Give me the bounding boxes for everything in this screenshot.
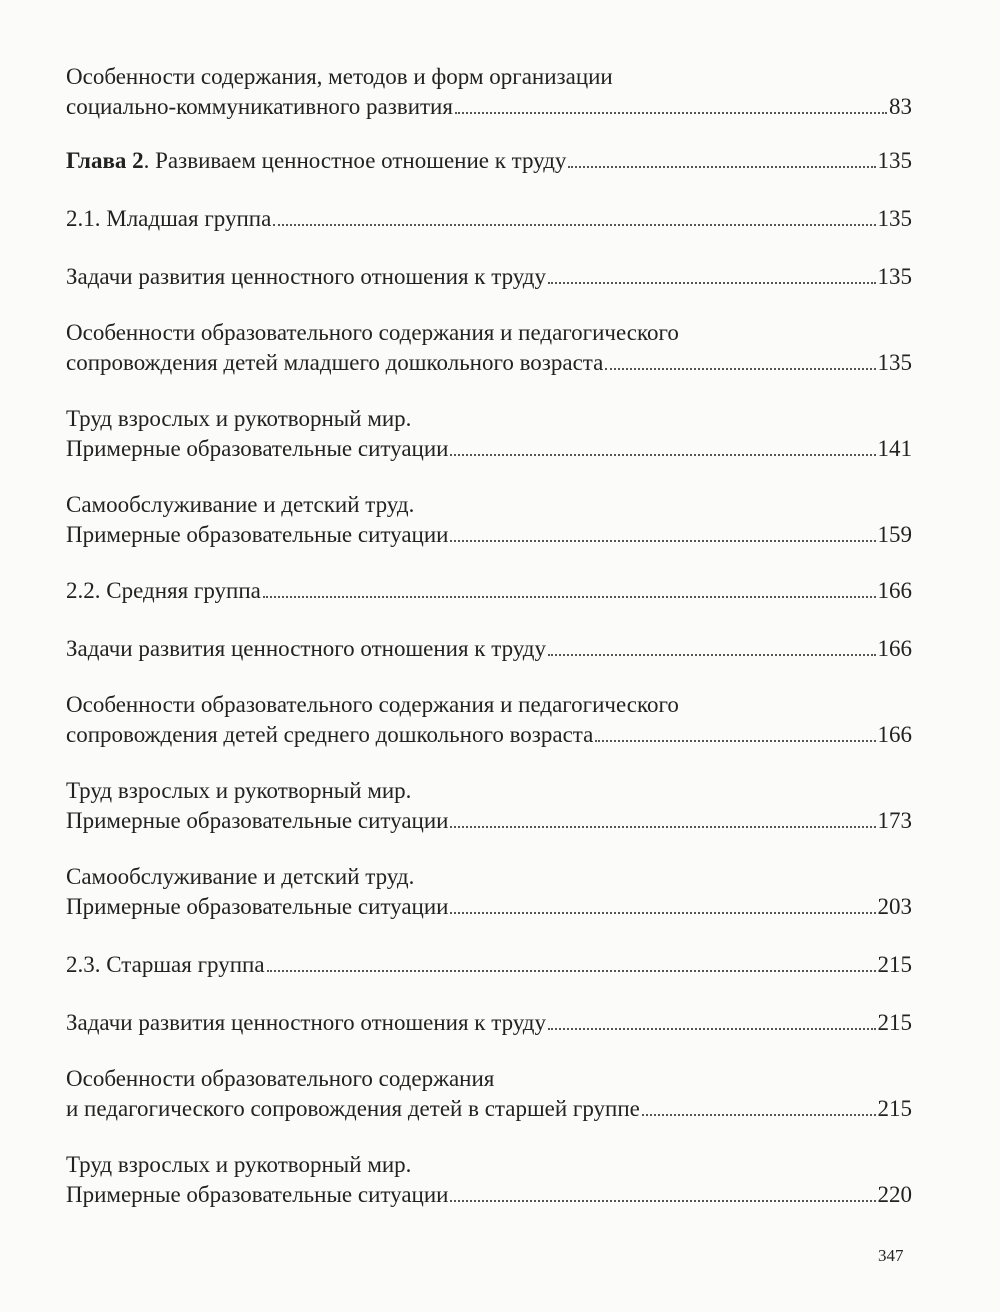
toc-entry-title-line: Труд взрослых и рукотворный мир. [66,406,412,431]
dot-leader [267,970,876,972]
dot-leader [263,596,876,598]
dot-leader [450,540,875,542]
dot-leader [273,224,875,226]
toc-entry [66,690,912,750]
dot-leader [595,740,875,742]
toc-entry-title-line: Особенности содержания, методов и форм организации [66,64,613,89]
toc-entry-title: Примерные образовательные ситуации [66,522,449,547]
toc-entry-title: 2.1. Младшая группа [66,206,272,231]
toc-entry [66,404,912,464]
toc-entry [66,1150,912,1210]
toc-entry-title: сопровождения детей младшего дошкольного возраста [66,350,604,375]
dot-leader [568,166,875,168]
toc-entry-title: Примерные образовательные ситуации [66,1182,449,1207]
toc-entry [66,1008,912,1038]
toc-page-number: 215 [877,1096,912,1121]
toc-entry-title-line: Труд взрослых и рукотворный мир. [66,778,412,803]
toc-entry-title-line: Особенности образовательного содержания и педагогического [66,320,679,345]
toc-entry [66,776,912,836]
toc-entry-title-line: Особенности образовательного содержания [66,1066,495,1091]
toc-page-number: 135 [877,350,912,375]
dot-leader [548,1028,875,1030]
toc-entry [66,862,912,922]
toc-entry-chapter [66,146,912,176]
toc-page-number: 141 [877,436,912,461]
toc-page-number: 135 [877,264,912,289]
dot-leader [450,454,875,456]
toc-page-number: 203 [877,894,912,919]
toc-entry [66,1064,912,1124]
toc-entry-title: Примерные образовательные ситуации [66,808,449,833]
toc-entry [66,576,912,606]
toc-entry-title: и педагогического сопровождения детей в старшей группе [66,1096,640,1121]
toc-entry-title: Задачи развития ценностного отношения к труду [66,264,547,289]
toc-page-number: 215 [877,952,912,977]
toc-entry-title-line: Самообслуживание и детский труд. [66,492,415,517]
toc-entry-title: . Развиваем ценностное отношение к труду [143,148,567,173]
dot-leader [548,282,875,284]
toc-page-number: 173 [877,808,912,833]
toc-entry-title-line: Труд взрослых и рукотворный мир. [66,1152,412,1177]
dot-leader [605,368,875,370]
toc-entry [66,318,912,378]
toc-entry [66,204,912,234]
toc-page-number: 135 [877,148,912,173]
toc-entry [66,950,912,980]
toc-entry-title: 2.2. Средняя группа [66,578,261,603]
toc-entry-title-line: Особенности образовательного содержания и педагогического [66,692,679,717]
dot-leader [455,112,887,114]
toc-entry [66,634,912,664]
toc-entry [66,62,912,122]
toc-entry-title-line: Самообслуживание и детский труд. [66,864,415,889]
toc-page-number: 215 [877,1010,912,1035]
dot-leader [450,1200,875,1202]
toc-entry-title: Примерные образовательные ситуации [66,436,449,461]
toc-entry-title: Задачи развития ценностного отношения к труду [66,1010,547,1035]
toc-page-number: 83 [889,94,912,119]
toc-entry-title: Примерные образовательные ситуации [66,894,449,919]
toc-page-number: 166 [877,636,912,661]
page-number: 347 [878,1246,904,1265]
toc-entry-title: 2.3. Старшая группа [66,952,265,977]
toc-entry [66,490,912,550]
dot-leader [450,912,875,914]
toc-page-number: 166 [877,578,912,603]
chapter-label: Глава 2 [66,148,144,173]
toc-entry-title: социально-коммуникативного развития [66,94,453,119]
toc-page-number: 135 [877,206,912,231]
toc-page-number: 220 [877,1182,912,1207]
dot-leader [642,1114,876,1116]
toc-entry-title: сопровождения детей среднего дошкольного возраста [66,722,594,747]
toc-page-number: 166 [877,722,912,747]
dot-leader [450,826,875,828]
toc-entry [66,262,912,292]
dot-leader [548,654,875,656]
toc-entry-title: Задачи развития ценностного отношения к труду [66,636,547,661]
toc-page-number: 159 [877,522,912,547]
